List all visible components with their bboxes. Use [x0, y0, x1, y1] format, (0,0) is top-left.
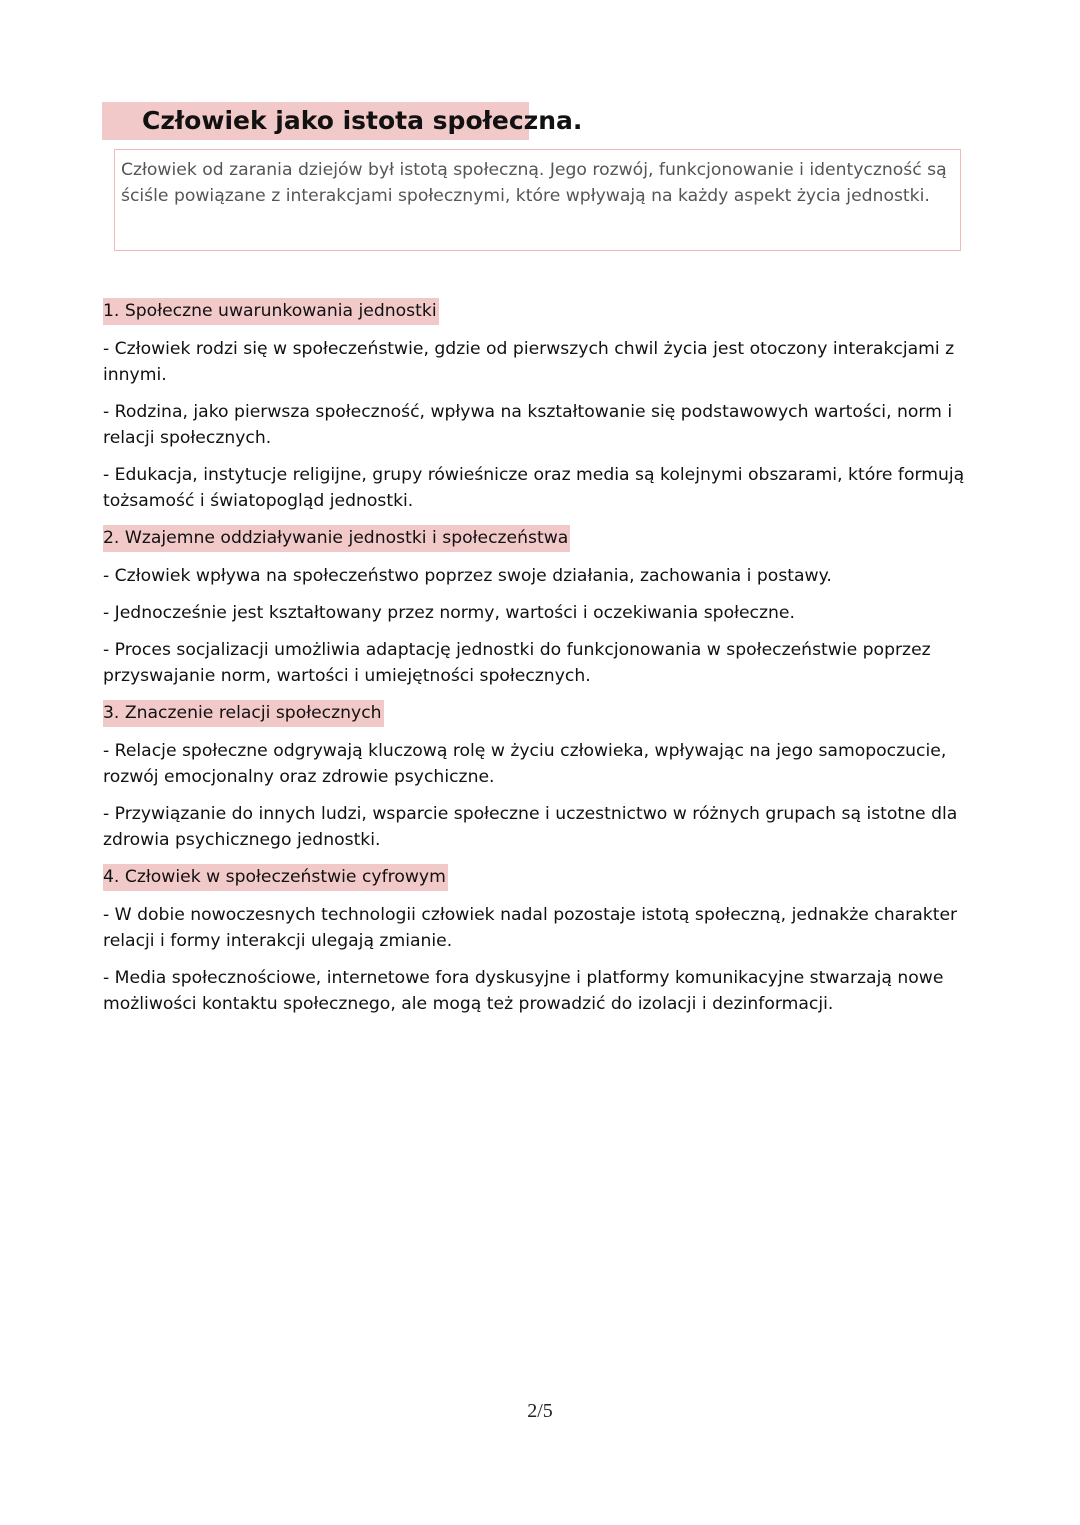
section-2: [103, 525, 1003, 552]
paragraph: - Relacje społeczne odgrywają kluczową rolę w życiu człowieka, wpływając na jego samopoczucie, rozwój emocjonalny oraz zdrowie psychiczne.: [103, 741, 947, 787]
document-body: [103, 298, 1003, 1028]
section-heading: 2. Wzajemne oddziaływanie jednostki i społeczeństwa: [103, 525, 570, 552]
paragraph: - Edukacja, instytucje religijne, grupy rówieśnicze oraz media są kolejnymi obszarami, które formują tożsamość i światopogląd jednostki.: [103, 465, 965, 511]
paragraph: - Jednocześnie jest kształtowany przez normy, wartości i oczekiwania społeczne.: [103, 603, 795, 623]
intro-box: [114, 149, 961, 251]
paragraph: - Człowiek wpływa na społeczeństwo poprzez swoje działania, zachowania i postawy.: [103, 566, 832, 586]
paragraph: - Człowiek rodzi się w społeczeństwie, gdzie od pierwszych chwil życia jest otoczony interakcjami z innymi.: [103, 339, 955, 385]
section-4: [103, 864, 1003, 891]
section-heading: 4. Człowiek w społeczeństwie cyfrowym: [103, 864, 448, 891]
paragraph: - Przywiązanie do innych ludzi, wsparcie społeczne i uczestnictwo w różnych grupach są istotne dla zdrowia psychicznego jednostki.: [103, 804, 958, 850]
paragraph: - W dobie nowoczesnych technologii człowiek nadal pozostaje istotą społeczną, jednakże charakter relacji i formy interakcji ulegają zmianie.: [103, 905, 958, 951]
page-title: Człowiek jako istota społeczna.: [102, 102, 529, 140]
section-heading: 3. Znaczenie relacji społecznych: [103, 700, 384, 727]
paragraph: - Proces socjalizacji umożliwia adaptację jednostki do funkcjonowania w społeczeństwie poprzez przyswajanie norm, wartości i umiejętności społecznych.: [103, 640, 931, 686]
paragraph: - Rodzina, jako pierwsza społeczność, wpływa na kształtowanie się podstawowych wartości, norm i relacji społecznych.: [103, 402, 953, 448]
intro-text: Człowiek od zarania dziejów był istotą społeczną. Jego rozwój, funkcjonowanie i identyczność są ściśle powiązane z interakcjami społecznymi, które wpływają na każdy aspekt życia jednostki.: [121, 160, 947, 206]
page-number: 2/5: [527, 1400, 553, 1422]
section-heading: 1. Społeczne uwarunkowania jednostki: [103, 298, 439, 325]
section-1: [103, 298, 1003, 325]
paragraph: - Media społecznościowe, internetowe fora dyskusyjne i platformy komunikacyjne stwarzają nowe możliwości kontaktu społecznego, ale mogą też prowadzić do izolacji i dezinformacji.: [103, 968, 944, 1014]
section-3: [103, 700, 1003, 727]
